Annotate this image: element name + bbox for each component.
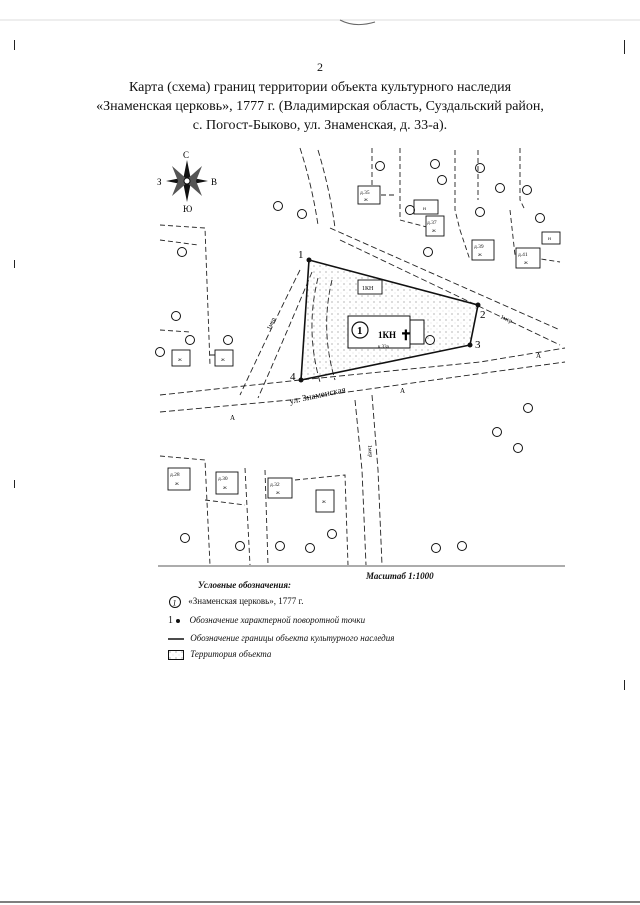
direction-marker-a3: А (536, 352, 542, 360)
turning-point-3-label: 3 (475, 339, 481, 351)
scan-mark (340, 20, 375, 25)
page-number: 2 (317, 60, 323, 74)
house-32 (268, 478, 292, 498)
svg-text:1: 1 (172, 598, 177, 608)
legend-item-boundary-label: Обозначение границы объекта культурного наследия (190, 633, 395, 643)
church-symbol-icon (168, 595, 182, 609)
scan-mark (624, 680, 625, 690)
tree-icon (328, 530, 337, 539)
street-name-label: ул. Знаменская (288, 384, 347, 406)
compass-west-label: З (157, 177, 162, 187)
legend-point-number: 1 (168, 615, 173, 626)
scan-mark (14, 260, 15, 268)
point-symbol-icon (175, 617, 183, 625)
svg-text:д.41: д.41 (518, 252, 528, 258)
tree-icon (181, 534, 190, 543)
svg-text:д.37: д.37 (427, 220, 437, 226)
svg-text:д.35: д.35 (360, 190, 370, 196)
tree-icon (523, 186, 532, 195)
boundary-line-icon (168, 636, 184, 642)
title-line-2: «Знаменская церковь», 1777 г. (Владимирская область, Суздальский район, (96, 99, 544, 114)
legend-item-territory-label: Территория объекта (190, 649, 272, 659)
tree-icon (496, 184, 505, 193)
house-30 (216, 472, 238, 494)
church-number: 1 (357, 325, 363, 337)
tree-icon (224, 336, 233, 345)
road-left-label: 1мер (266, 317, 278, 331)
house-35 (358, 186, 380, 204)
svg-text:д.32: д.32 (270, 482, 280, 488)
tree-icon (432, 544, 441, 553)
legend-item-point-label: Обозначение характерной поворотной точки (189, 615, 366, 625)
legend-item-church-label: «Знаменская церковь», 1777 г. (188, 596, 304, 607)
direction-marker-a1: А (230, 414, 236, 422)
cross-icon: ✝ (400, 329, 412, 344)
svg-text:н: н (548, 236, 551, 242)
svg-text:ж: ж (175, 481, 179, 487)
legend-item-church (168, 595, 303, 609)
house-n2 (542, 232, 560, 244)
church-sub-label: к.33а (378, 345, 389, 350)
legend-item-boundary (168, 633, 394, 643)
tree-icon (493, 428, 502, 437)
legend-item-territory (168, 649, 271, 660)
tree-icon (236, 542, 245, 551)
compass-north-label: С (183, 150, 190, 160)
road-bottom-label: 1мер (366, 444, 374, 458)
turning-point-4 (299, 378, 304, 383)
legend-heading: Условные обозначения: (198, 580, 291, 590)
svg-text:ж: ж (276, 490, 280, 496)
svg-text:ж: ж (322, 499, 326, 505)
scan-mark (624, 40, 625, 54)
turning-point-4-label: 4 (290, 371, 296, 383)
tree-icon (376, 162, 385, 171)
tree-icon (431, 160, 440, 169)
outbuilding (358, 280, 382, 294)
house-bottom-4 (316, 490, 334, 512)
svg-text:н: н (423, 206, 426, 212)
tree-icon (172, 312, 181, 321)
scan-mark (14, 480, 15, 488)
turning-point-1-label: 1 (298, 249, 304, 261)
compass-south-label: Ю (183, 204, 193, 214)
compass-rose (157, 150, 217, 214)
tree-icon (156, 348, 165, 357)
tree-icon (178, 248, 187, 257)
svg-text:ж: ж (478, 252, 482, 258)
house-37 (426, 216, 444, 236)
tree-icon (524, 404, 533, 413)
scan-mark (14, 40, 15, 50)
tree-icon (306, 544, 315, 553)
house-41 (516, 248, 540, 268)
svg-text:ж: ж (178, 357, 182, 363)
turning-point-3 (468, 343, 473, 348)
tree-icon (476, 164, 485, 173)
house-left-1 (172, 350, 190, 366)
house-n1 (414, 200, 438, 214)
svg-text:д.30: д.30 (218, 476, 228, 482)
svg-text:ж: ж (364, 197, 368, 203)
legend-item-point (168, 615, 365, 626)
house-left-2 (215, 350, 233, 366)
tree-icon (274, 202, 283, 211)
tree-icon (276, 542, 285, 551)
tree-icon (424, 248, 433, 257)
turning-point-2 (476, 303, 481, 308)
turning-point-1 (307, 258, 312, 263)
direction-marker-a2: А (400, 387, 406, 395)
svg-text:ж: ж (432, 228, 436, 234)
turning-point-2-label: 2 (480, 309, 486, 321)
house-39 (472, 240, 494, 260)
compass-east-label: В (211, 177, 218, 187)
svg-text:ж: ж (221, 357, 225, 363)
map-scale: Масштаб 1:1000 (366, 571, 434, 581)
svg-text:д.28: д.28 (170, 472, 180, 478)
tree-icon (514, 444, 523, 453)
tree-icon (476, 208, 485, 217)
road-right-label: 1мер (499, 314, 514, 325)
svg-text:ж: ж (524, 260, 528, 266)
church-label: 1КН (378, 330, 397, 340)
territory-swatch-icon (168, 650, 184, 660)
title-line-3: с. Погост-Быково, ул. Знаменская, д. 33-а). (192, 118, 448, 133)
tree-icon (298, 210, 307, 219)
title-line-1: Карта (схема) границ территории объекта культурного наследия (128, 80, 512, 95)
tree-icon (438, 176, 447, 185)
tree-icon (186, 336, 195, 345)
tree-icon (458, 542, 467, 551)
tree-icon (406, 206, 415, 215)
house-28 (168, 468, 190, 490)
svg-text:ж: ж (223, 485, 227, 491)
outbuilding-label: 1КН (362, 286, 374, 292)
svg-text:д.39: д.39 (474, 244, 484, 250)
tree-icon (536, 214, 545, 223)
